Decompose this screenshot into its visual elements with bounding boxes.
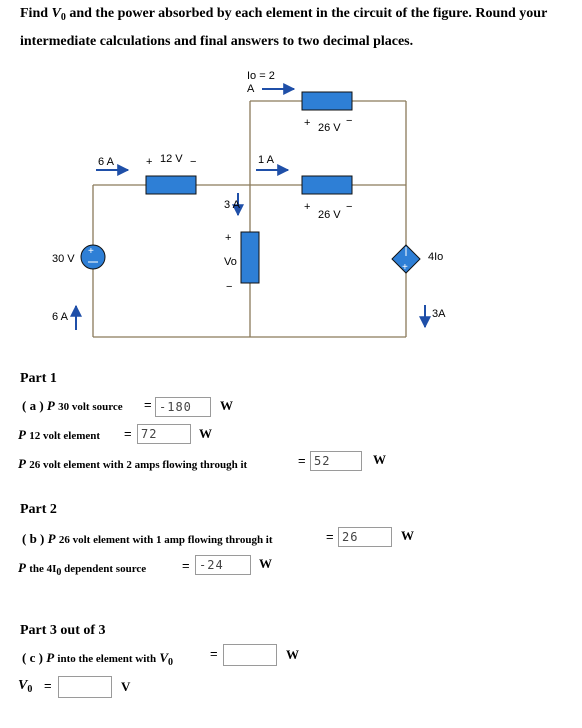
label-6a-left: 6 A (52, 311, 68, 323)
label-top-26v: 26 V (318, 122, 341, 134)
label-3a-right: 3A (432, 308, 446, 320)
part2-dep-subscript: 0 (56, 567, 62, 578)
circuit-diagram (0, 0, 582, 360)
equals-sign: = (210, 646, 218, 661)
part1-b-text: 12 volt element (29, 430, 101, 442)
equals-sign: = (124, 426, 132, 441)
part1-title: Part 1 (20, 371, 57, 386)
part2-dep-label (18, 560, 146, 576)
element-26v-middle (302, 176, 352, 194)
part2-title: Part 2 (20, 502, 57, 517)
p-symbol: P (46, 650, 55, 665)
vo-label (18, 678, 32, 694)
element-12v (146, 176, 196, 194)
unit-v: V (121, 679, 131, 694)
label-4io: 4Io (428, 251, 444, 263)
answer-30v-source[interactable]: -180 (155, 397, 211, 417)
equals-sign: = (44, 678, 52, 693)
source-plus-sign: + (88, 246, 94, 257)
unit-w: W (373, 452, 386, 467)
p-symbol: P (18, 560, 26, 575)
part2-b-prefix: ( b ) (22, 531, 45, 546)
element-26v-top (302, 92, 352, 110)
p-symbol: P (18, 427, 26, 442)
label-mid-minus: − (346, 201, 353, 213)
label-io-line1: Io = 2 (247, 70, 275, 82)
label-vo-minus: − (226, 281, 233, 293)
unit-w: W (259, 556, 272, 571)
part2-dep-text-post: dependent source (61, 563, 147, 575)
element-vo (241, 232, 259, 283)
problem-v-symbol: V (51, 6, 61, 21)
part3-c-label (22, 650, 173, 666)
part3-v-symbol: V (159, 650, 168, 665)
label-1a: 1 A (258, 154, 274, 166)
label-12v: 12 V (160, 153, 183, 165)
equals-sign: = (298, 453, 306, 468)
problem-text-a: Find (20, 6, 52, 21)
part2-b-label (22, 531, 273, 547)
part1-c-label (18, 456, 247, 472)
dependent-plus-sign: + (402, 262, 408, 273)
part3-v-subscript: 0 (168, 657, 173, 668)
answer-vo[interactable] (58, 676, 112, 698)
answer-vo-element-power[interactable] (223, 644, 277, 666)
label-vo-plus: + (225, 232, 232, 244)
part2-b-text: 26 volt element with 1 amp flowing through it (58, 534, 273, 546)
circuit-wires (93, 101, 406, 337)
label-mid-26v: 26 V (318, 209, 341, 221)
p-symbol: P (46, 398, 55, 413)
label-3a-mid: 3 A (224, 199, 240, 211)
part3-c-text: into the element with (57, 653, 157, 665)
part3-c-prefix: ( c ) (22, 650, 43, 665)
vo-v-symbol: V (18, 678, 28, 693)
label-top-plus: + (304, 117, 311, 129)
label-top-minus: − (346, 115, 353, 127)
equals-sign: = (182, 558, 190, 573)
problem-v-subscript: 0 (60, 12, 66, 23)
answer-12v-element[interactable]: 72 (137, 424, 191, 444)
unit-w: W (199, 426, 212, 441)
part1-b-label (18, 427, 100, 443)
answer-26v-2a-element[interactable]: 52 (310, 451, 362, 471)
answer-26v-1a-element[interactable]: 26 (338, 527, 392, 547)
part3-title: Part 3 out of 3 (20, 623, 106, 638)
unit-w: W (286, 647, 299, 662)
part1-a-prefix: ( a ) (22, 398, 44, 413)
answer-dependent-source[interactable]: -24 (195, 555, 251, 575)
equals-sign: = (144, 397, 152, 412)
part1-c-text: 26 volt element with 2 amps flowing through it (29, 459, 248, 471)
label-vo: Vo (224, 256, 237, 268)
part1-a-label (22, 398, 123, 414)
label-6a-top: 6 A (98, 156, 114, 168)
p-symbol: P (47, 531, 56, 546)
part1-a-text: 30 volt source (58, 401, 123, 413)
problem-line-2: intermediate calculations and final answers to two decimal places. (20, 34, 414, 49)
unit-w: W (401, 528, 414, 543)
label-12v-minus: − (190, 156, 197, 168)
unit-w: W (220, 398, 233, 413)
p-symbol: P (18, 456, 26, 471)
label-mid-plus: + (304, 201, 311, 213)
equals-sign: = (326, 529, 334, 544)
label-12v-plus: + (146, 156, 153, 168)
vo-subscript: 0 (27, 684, 33, 695)
part2-dep-text-pre: the 4I (29, 563, 57, 575)
problem-text-b: and the power absorbed by each element in the circuit of the figure. Round your (65, 6, 548, 21)
label-30v: 30 V (52, 253, 75, 265)
label-io-line2: A (247, 83, 255, 95)
